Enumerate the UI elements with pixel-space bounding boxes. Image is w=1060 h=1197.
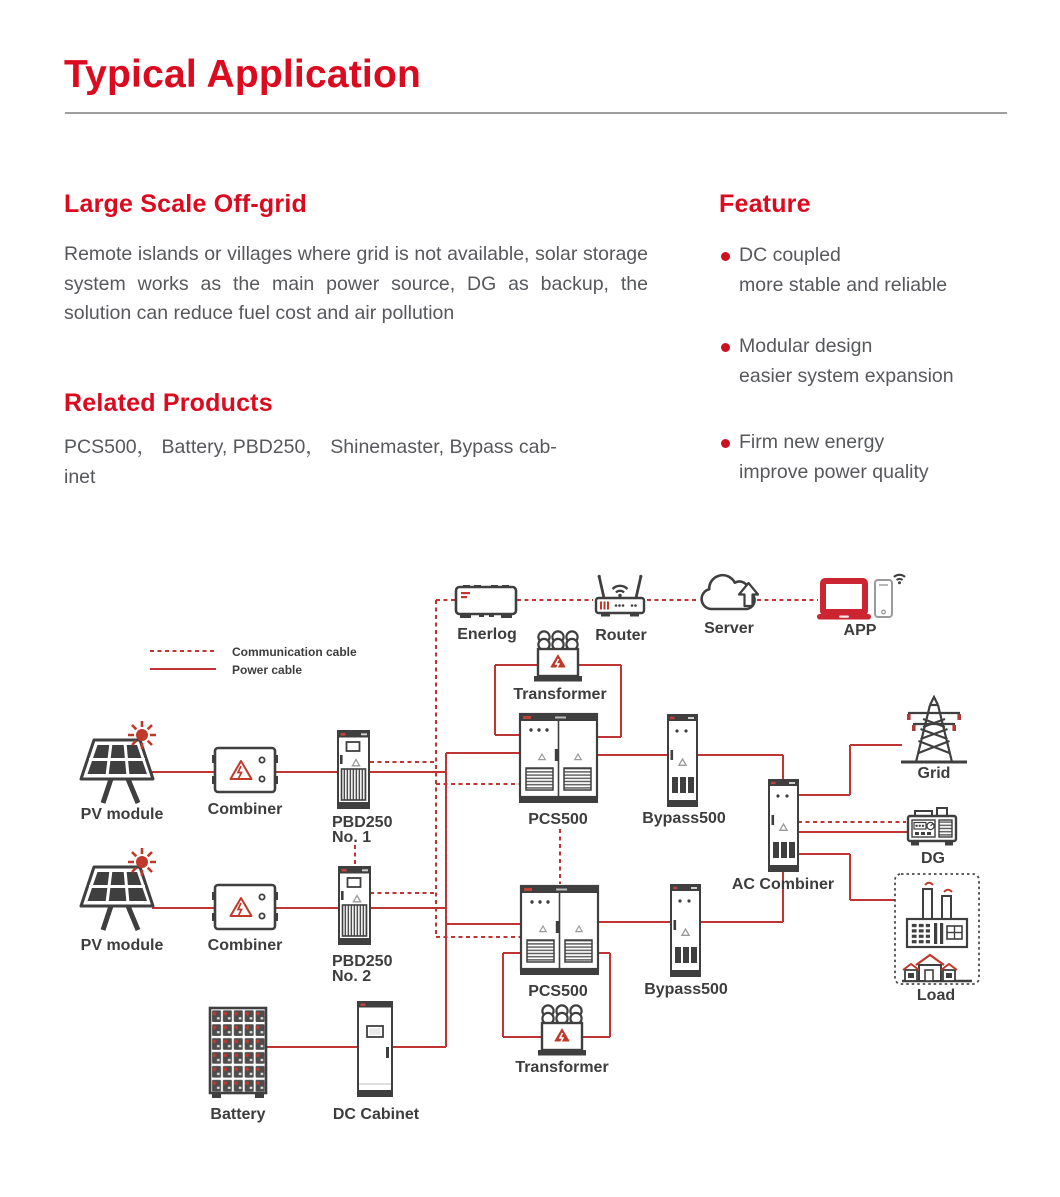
pbd250-2-icon [338, 867, 371, 945]
app-label: APP [843, 622, 877, 639]
pcs500-2-icon [520, 886, 599, 975]
battery-rack-icon [210, 1008, 266, 1098]
pv-module-2-icon [81, 848, 156, 930]
bypass500-1-icon [667, 715, 698, 807]
feature-bullet-3-title: Firm new energy [739, 431, 885, 453]
related-products-text [64, 433, 664, 492]
intro-paragraph: Remote islands or villages where grid is not available, solar storage system works as the main power source, DG as backup, the solution can reduce fuel cost and air pollution [64, 243, 648, 324]
battery-label: Battery [210, 1106, 266, 1123]
feature-bullet-3 [719, 428, 1029, 487]
pv-module-1-icon [81, 721, 156, 803]
pbd250-2-label: PBD250 [332, 953, 393, 970]
system-diagram [0, 548, 1060, 1197]
feature-bullet-2 [719, 332, 1029, 391]
server-label: Server [704, 620, 754, 637]
pcs500-2-label: PCS500 [528, 983, 588, 1000]
feature-bullet-3-desc: improve power quality [739, 460, 929, 483]
bullet-dot-icon [721, 439, 730, 448]
transformer-bottom-icon [538, 1005, 586, 1055]
load-label: Load [916, 987, 956, 1004]
router-label: Router [595, 627, 647, 644]
feature-bullet-2-desc: easier system expansion [739, 364, 954, 387]
bypass500-2-label: Bypass500 [644, 981, 728, 998]
dg-label: DG [921, 850, 945, 867]
feature-bullet-1-desc: more stable and reliable [739, 273, 948, 296]
page-title: Typical Application [64, 53, 422, 96]
section-heading-large-scale: Large Scale Off-grid [64, 190, 307, 218]
pbd250-1-icon [337, 731, 370, 809]
pbd250-1-number: No. 1 [332, 829, 372, 846]
dc-cabinet-label: DC Cabinet [332, 1106, 420, 1123]
combiner-2-label: Combiner [207, 937, 283, 954]
feature-bullet-1 [719, 241, 1029, 300]
dg-generator-icon [908, 808, 956, 846]
ac-combiner-label: AC Combiner [731, 876, 835, 893]
combiner-2-icon [212, 885, 278, 929]
router-icon [596, 575, 644, 617]
related-products-line1: PCS500， Battery, PBD250， Shinemaster, Bypass cab- [64, 436, 557, 458]
enerlog-icon [456, 585, 516, 618]
transformer-top-label: Transformer [513, 686, 607, 703]
transformer-top-icon [534, 631, 582, 681]
bypass500-2-icon [670, 885, 701, 977]
pcs500-1-label: PCS500 [528, 811, 588, 828]
transformer-bottom-label: Transformer [515, 1059, 609, 1076]
pv-module-2-label: PV module [80, 937, 164, 954]
pbd250-2-number: No. 2 [332, 968, 372, 985]
section-heading-feature: Feature [719, 190, 811, 218]
pcs500-1-icon [519, 714, 598, 803]
bullet-dot-icon [721, 252, 730, 261]
enerlog-label: Enerlog [457, 626, 517, 643]
section-heading-related-products: Related Products [64, 389, 273, 417]
bypass500-1-label: Bypass500 [642, 810, 726, 827]
dc-cabinet-icon [357, 1002, 393, 1097]
feature-bullet-2-title: Modular design [739, 335, 873, 357]
legend-power-label: Power cable [232, 663, 303, 677]
grid-label: Grid [917, 765, 951, 782]
bullet-dot-icon [721, 343, 730, 352]
combiner-1-icon [212, 748, 278, 792]
pbd250-1-label: PBD250 [332, 814, 393, 831]
related-products-line2: inet [64, 465, 96, 488]
combiner-1-label: Combiner [207, 801, 283, 818]
legend-communication-label: Communication cable [232, 645, 357, 659]
app-devices-icon [817, 575, 905, 620]
server-cloud-icon [702, 575, 758, 609]
ac-combiner-icon [768, 780, 799, 872]
pv-module-1-label: PV module [80, 806, 164, 823]
grid-tower-icon [901, 697, 967, 762]
title-underline [65, 112, 1007, 114]
feature-bullet-1-title: DC coupled [739, 244, 841, 266]
load-icon [895, 874, 979, 984]
